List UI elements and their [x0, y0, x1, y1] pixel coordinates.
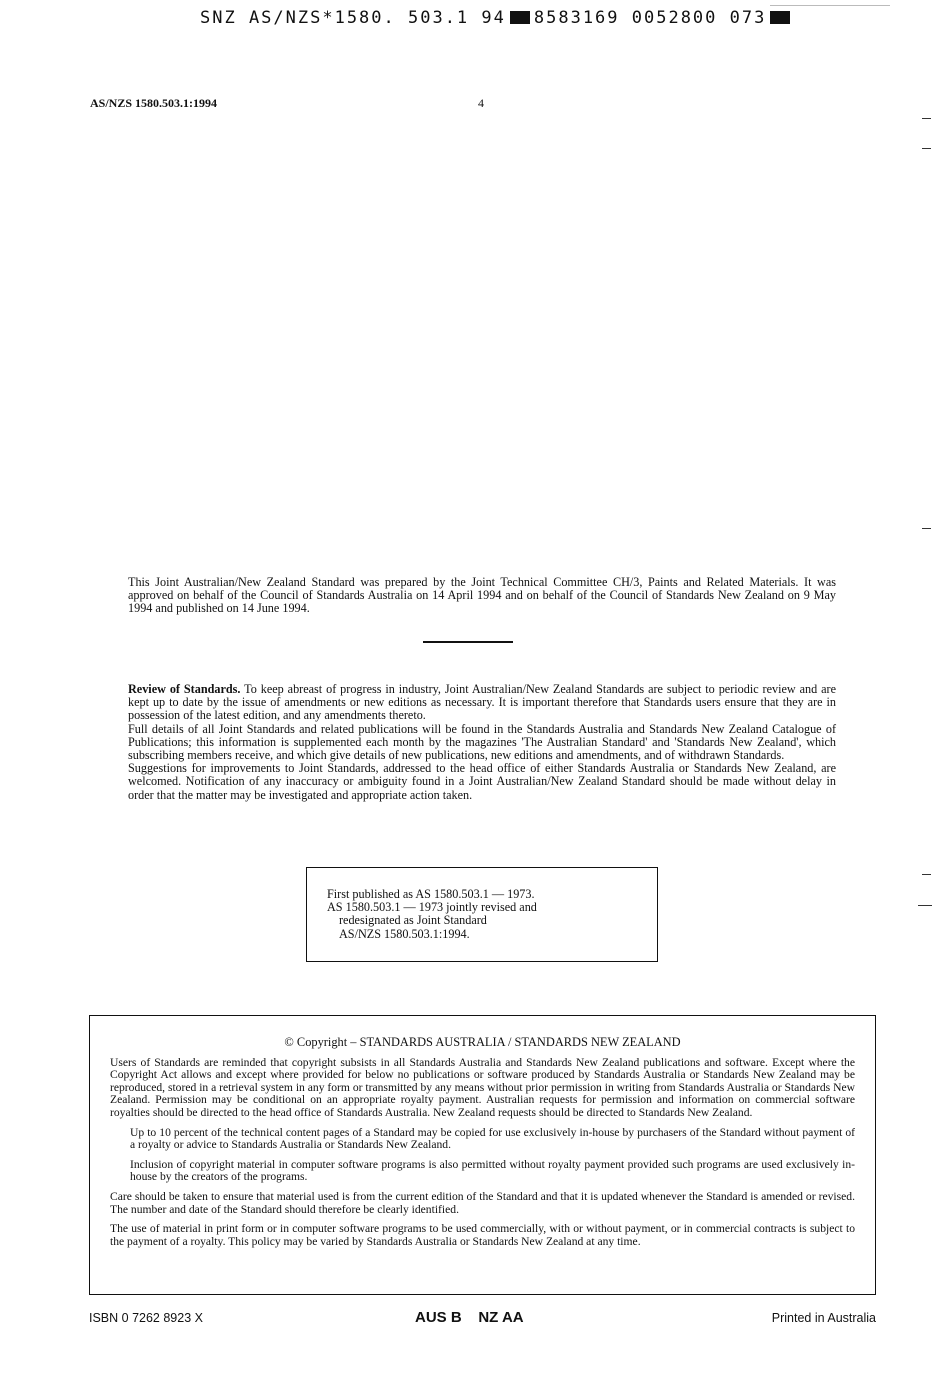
scan-bar-mark [510, 11, 530, 24]
price-code: AUS B NZ AA [415, 1309, 524, 1326]
publication-line-1: First published as AS 1580.503.1 — 1973. [327, 887, 535, 901]
margin-mark [922, 874, 931, 875]
publication-line-3: redesignated as Joint Standard [339, 913, 487, 928]
scan-rule [770, 5, 890, 6]
margin-mark [922, 118, 931, 119]
copyright-paragraph-1: Users of Standards are reminded that copyright subsists in all Standards Australia and Standards New Zealand publications and software. Except where the Copyright Act allows and except where provided for below no publications or software produced by Standards Australia or Standards New Zealand may be reproduced, stored in a retrieval system in any form or transmitted by any means without prior permission in writing from Standards Australia or Standards New Zealand. Permission may be conditional on an appropriate royalty payment. Australian requests for permission and information on commercial software royalties should be directed to the head office of Standards Australia. New Zealand requests should be directed to Standards New Zealand. [110, 1055, 855, 1119]
scan-header-code: SNZ AS/NZS*1580. 503.1 94 [200, 8, 506, 28]
copyright-box [89, 1015, 876, 1295]
review-paragraph-1 [128, 683, 836, 723]
review-text-1: To keep abreast of progress in industry, Joint Australian/New Zealand Standards are subject to periodic review and are kept up to date by the issue of amendments or new editions as necessary. It is important therefore that Standards users ensure that they are in possession of the latest edition, and any amendments thereto. [128, 682, 837, 723]
preparation-paragraph [128, 576, 836, 616]
page-number: 4 [478, 96, 484, 110]
separator-rule [423, 641, 513, 643]
review-section [128, 683, 836, 802]
scan-bar-mark [770, 11, 790, 24]
publication-line-4: AS/NZS 1580.503.1:1994. [339, 926, 470, 941]
publication-history-box [306, 867, 658, 962]
scan-header-numbers: 8583169 0052800 073 [533, 8, 767, 28]
review-paragraph-2: Full details of all Joint Standards and related publications will be found in the Standards Australia and Standards New Zealand Catalogue of Publications; this information is supplemented each month by the magazines 'The Australian Standard' and 'Standards New Zealand', which subscribing members receive, and which give details of new publications, new editions and amendments, and of withdrawn Standards. [128, 721, 836, 763]
copyright-title: © Copyright – STANDARDS AUSTRALIA / STANDARDS NEW ZEALAND [284, 1035, 681, 1049]
margin-mark [918, 905, 932, 906]
margin-mark [922, 528, 931, 529]
copyright-paragraph-2: Up to 10 percent of the technical content pages of a Standard may be copied for use exclusively in-house by purchasers of the Standard without payment of a royalty or advice to Standards Australia or Standards New Zealand. [130, 1125, 855, 1152]
scan-header [200, 8, 810, 30]
review-paragraph-3: Suggestions for improvements to Joint Standards, addressed to the head office of either Standards Australia or Standards New Zealand, are welcomed. Notification of any inaccuracy or ambiguity found in a Joint Australian/New Zealand Standard should be made without delay in order that the matter may be investigated and appropriate action taken. [128, 761, 836, 802]
copyright-paragraph-4: Care should be taken to ensure that material used is from the current edition of the Standard and that it is updated whenever the Standard is amended or revised. The number and date of the Standard should therefore be clearly identified. [110, 1189, 855, 1216]
printed-in: Printed in Australia [771, 1311, 876, 1325]
publication-line-2: AS 1580.503.1 — 1973 jointly revised and [327, 900, 537, 915]
margin-mark [922, 148, 931, 149]
copyright-paragraph-5: The use of material in print form or in computer software programs to be used commercially, with or without payment, or in commercial contracts is subject to the payment of a royalty. This policy may be varied by Standards Australia or Standards New Zealand at any time. [110, 1222, 855, 1248]
standard-code: AS/NZS 1580.503.1:1994 [90, 96, 218, 110]
copyright-paragraph-3: Inclusion of copyright material in computer software programs is also permitted without royalty payment provided such programs are used exclusively in-house by the creators of the programs. [130, 1157, 855, 1184]
review-heading: Review of Standards. [128, 682, 241, 696]
preparation-text: This Joint Australian/New Zealand Standard was prepared by the Joint Technical Committee CH/3, Paints and Related Materials. It was approved on behalf of the Council of Standards Australia on 14 April 1994 and on behalf of the Council of Standards New Zealand on 9 May 1994 and published on 14 June 1994. [128, 575, 836, 616]
isbn: ISBN 0 7262 8923 X [89, 1311, 203, 1325]
